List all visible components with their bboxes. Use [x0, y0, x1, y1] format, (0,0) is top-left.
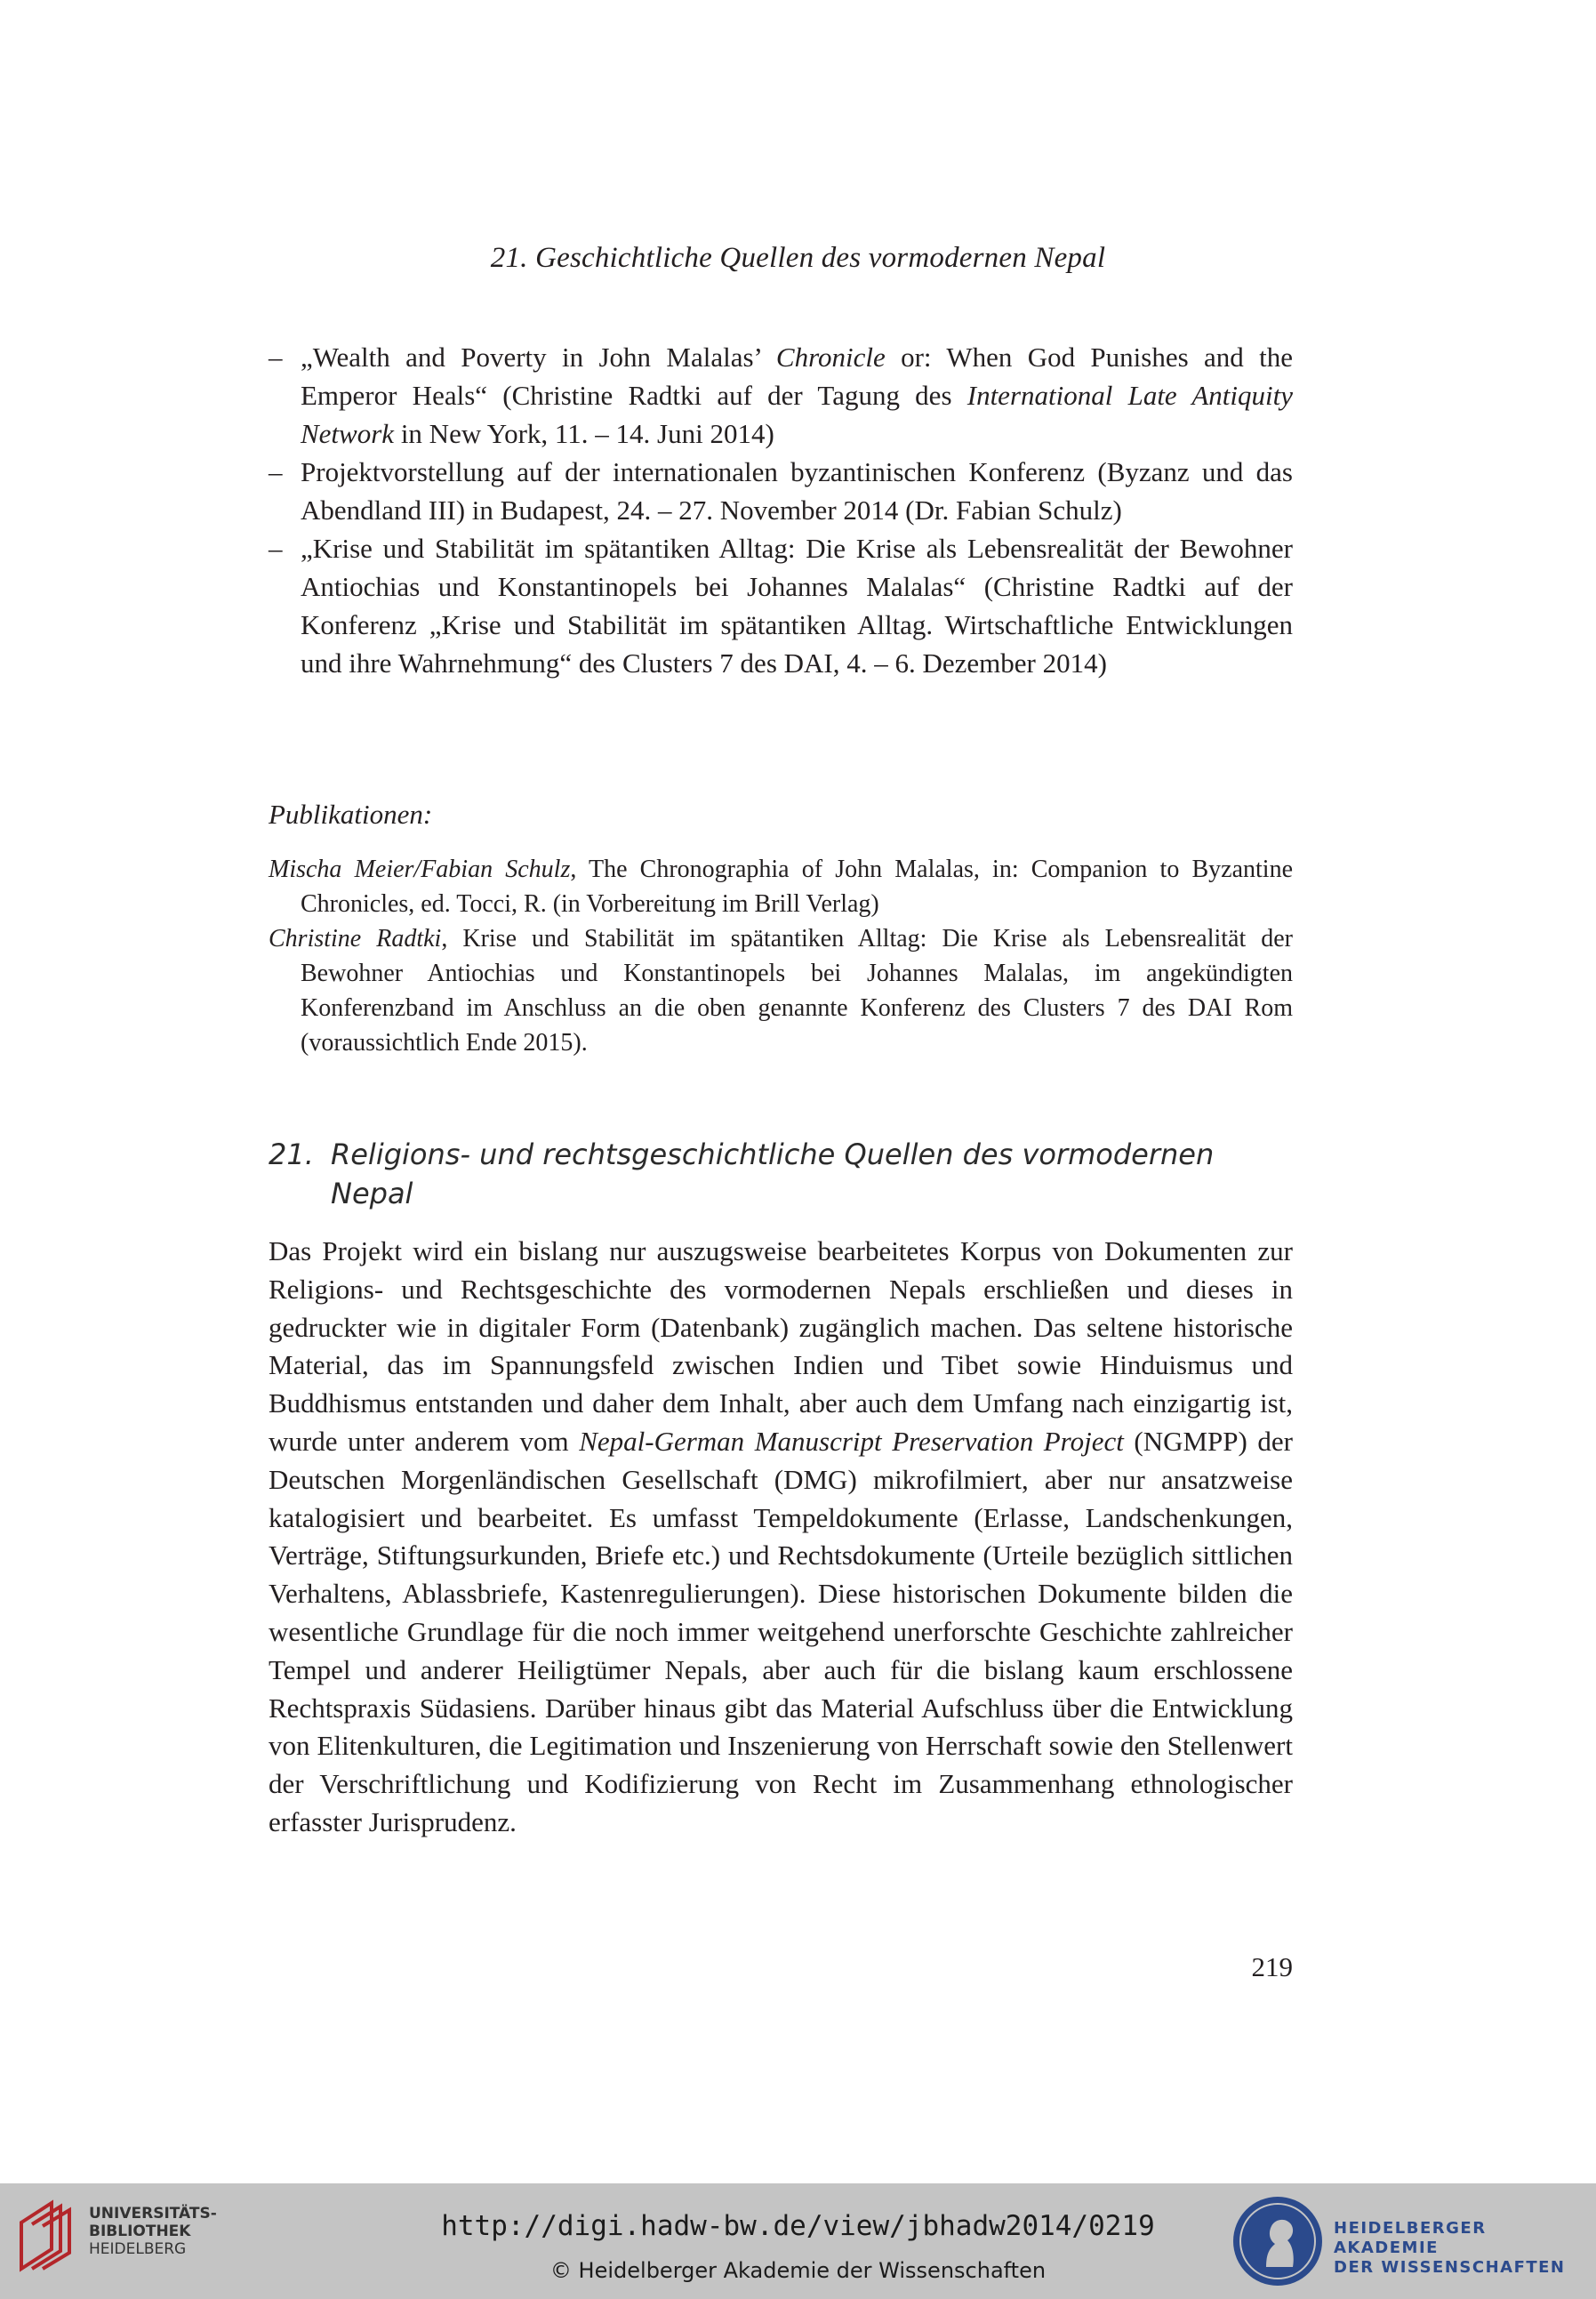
list-item: – „Wealth and Poverty in John Malalas’ Chronicle or: When God Punishes and the Emperor Heals“ (Christine Radtki auf der Tagung des International Late Antiquity Network in New York, 11. – 14. Juni 2014): [269, 338, 1293, 453]
permalink-url[interactable]: http://digi.hadw-bw.de/view/jbhadw2014/0219: [441, 2210, 1155, 2242]
academy-seal-icon: [1231, 2194, 1325, 2288]
page-number: 219: [1251, 1951, 1293, 1982]
viewer-footer: [0, 2183, 1596, 2299]
list-item: – Projektvorstellung auf der internationalen byzantinischen Konferenz (Byzanz und das Abendland III) in Budapest, 24. – 27. November 2014 (Dr. Fabian Schulz): [269, 453, 1293, 529]
body-paragraph: Das Projekt wird ein bislang nur auszugsweise bearbeitetes Korpus von Dokumenten zur Religions- und Rechtsgeschichte des vormodernen Nepals erschließen und dieses in gedruckter wie in digitaler Form (Datenbank) zugänglich machen. Das seltene historische Material, das im Spannungsfeld zwischen Indien und Tibet sowie Hinduismus und Buddhismus entstanden und daher dem Inhalt, aber auch dem Umfang nach einzigartig ist, wurde unter anderem vom Nepal-German Manuscript Preservation Project (NGMPP) der Deutschen Morgenländischen Gesellschaft (DMG) mikrofilmiert, aber nur ansatzweise katalogisiert und bearbeitet. Es umfasst Tempeldokumente (Erlasse, Landschenkungen, Verträge, Stiftungsurkunden, Briefe etc.) und Rechtsdokumente (Urteile bezüglich sittlichen Verhaltens, Ablassbriefe, Kastenregulierungen). Diese historischen Dokumente bilden die wesentliche Grundlage für die noch immer weitgehend unerforschte Geschichte zahlreicher Tempel und anderer Heiligtümer Nepals, aber auch für die bislang kaum erschlossene Rechtspraxis Südasiens. Darüber hinaus gibt das Material Aufschluss über die Entwicklung von Elitenkulturen, die Legitimation und Inszenierung von Herrschaft sowie den Stellenwert der Verschriftlichung und Kodifizierung von Recht im Zusammenhang ethnologischer erfasster Jurisprudenz.: [269, 1235, 1293, 1837]
list-dash: –: [269, 342, 283, 373]
section-title: Religions- und rechtsgeschichtliche Quellen des vormodernen Nepal: [331, 1137, 1215, 1210]
section-number: 21.: [269, 1137, 314, 1171]
list-item: – „Krise und Stabilität im spätantiken Alltag: Die Krise als Lebensrealität der Bewohner Antiochias und Konstantinopels bei Johannes Malalas“ (Christine Radtki auf der Konferenz „Krise und Stabilität im spätantiken Alltag. Wirtschaftliche Entwicklungen und ihre Wahrnehmung“ des Clusters 7 des DAI, 4. – 6. Dezember 2014): [269, 529, 1293, 682]
publication-entry: Mischa Meier/Fabian Schulz, The Chronographia of John Malalas, in: Companion to Byzantine Chronicles, ed. Tocci, R. (in Vorbereitung im Brill Verlag): [269, 856, 1293, 918]
list-dash: –: [269, 533, 283, 564]
copyright-notice: © Heidelberger Akademie der Wissenschaften: [549, 2258, 1047, 2283]
publications-list: [269, 852, 1293, 1060]
talks-list: [269, 338, 1293, 682]
library-name: UNIVERSITÄTS- BIBLIOTHEK HEIDELBERG: [89, 2205, 217, 2258]
academy-name: HEIDELBERGER AKADEMIE DER WISSENSCHAFTEN: [1334, 2219, 1566, 2277]
publication-entry: Christine Radtki, Krise und Stabilität im spätantiken Alltag: Die Krise als Lebensrealität der Bewohner Antiochias und Konstantinopels bei Johannes Malalas, im angekündigten Konferenzband im Anschluss an die oben genannte Konferenz des Clusters 7 des DAI Rom (voraussichtlich Ende 2015).: [269, 925, 1294, 1057]
section-heading: [269, 1135, 1247, 1213]
running-head: 21. Geschichtliche Quellen des vormodernen Nepal: [490, 242, 1106, 274]
publications-heading: Publikationen:: [269, 799, 433, 830]
list-dash: –: [269, 456, 283, 487]
